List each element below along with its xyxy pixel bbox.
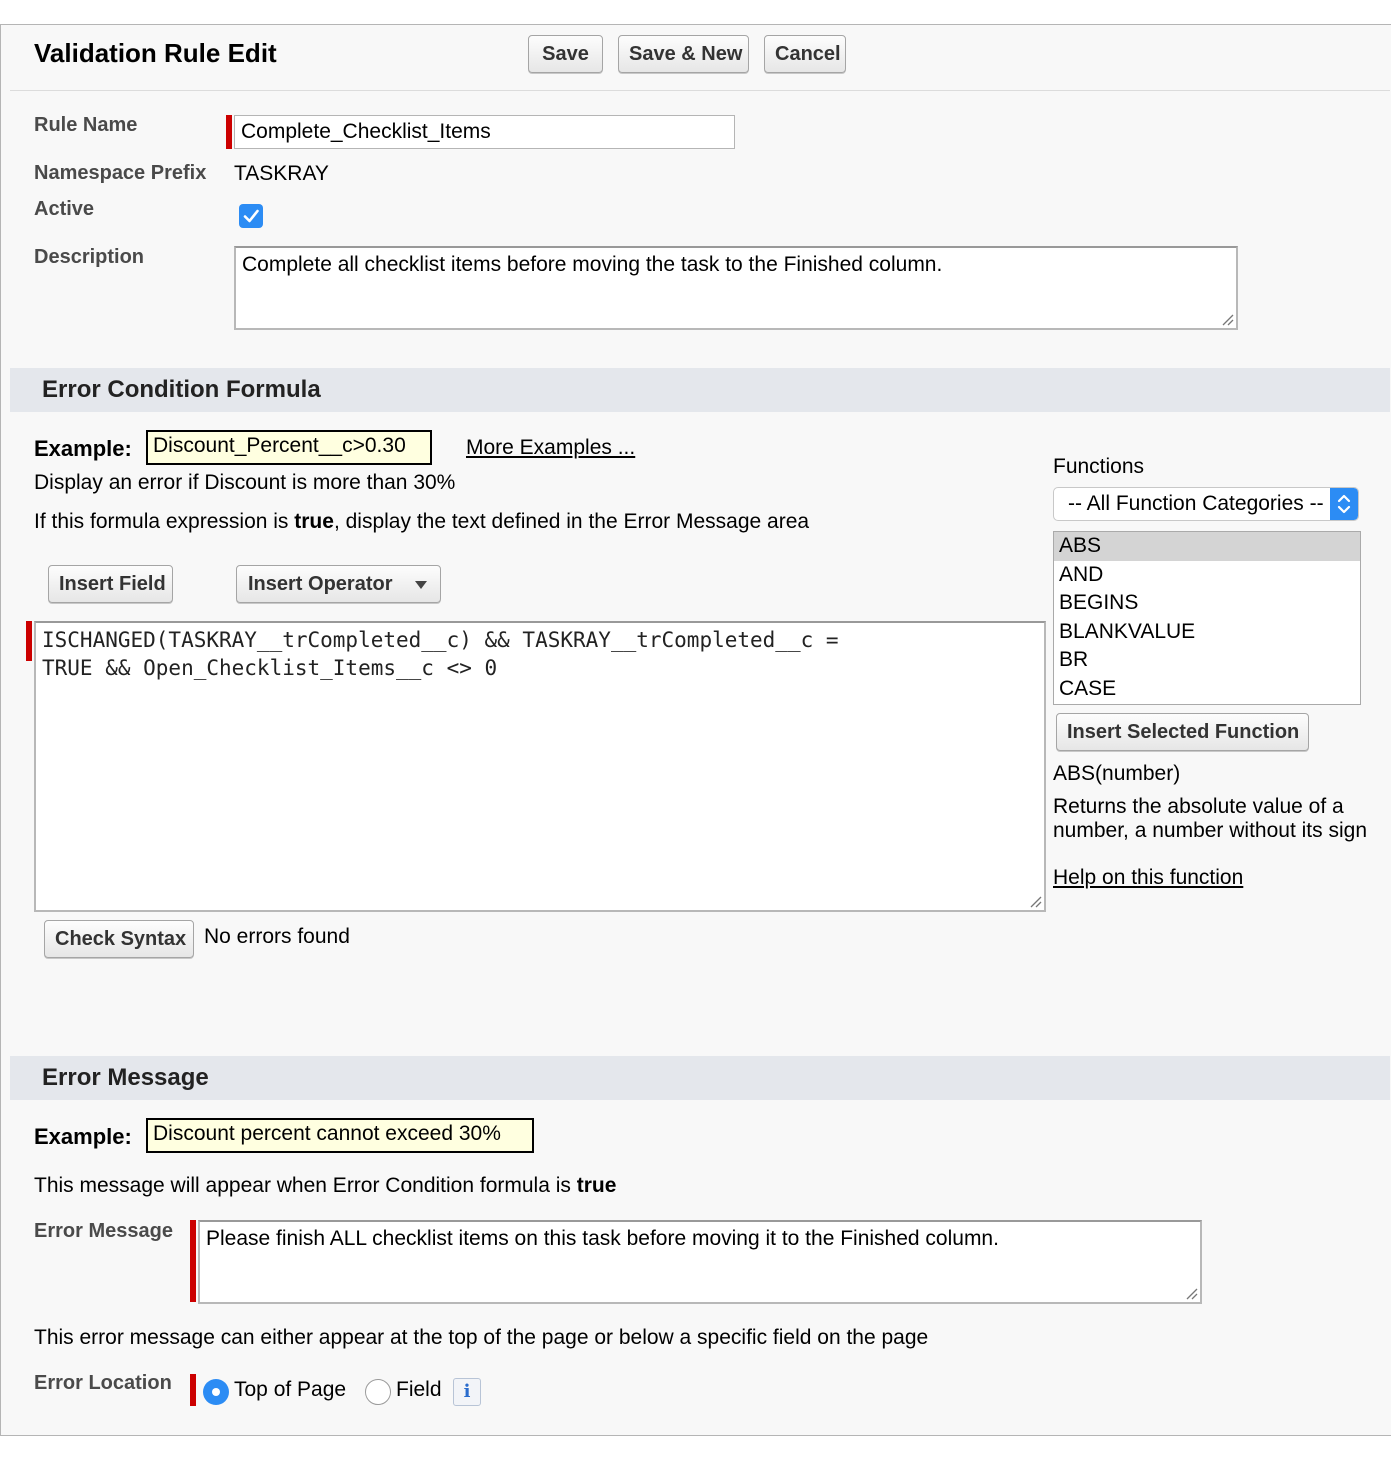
help-on-function-link[interactable]: Help on this function [1053, 866, 1244, 889]
function-description-line-1: Returns the absolute value of a [1053, 795, 1344, 818]
error-message-header: Error Message [10, 1056, 1390, 1100]
active-label: Active [34, 198, 95, 220]
formula-required-indicator [26, 621, 32, 661]
required-indicator [226, 115, 232, 149]
header-divider [10, 90, 1390, 91]
check-syntax-button[interactable]: Check Syntax [44, 920, 194, 958]
active-checkbox[interactable] [239, 204, 263, 228]
info-icon[interactable]: i [453, 1378, 481, 1406]
formula-example-box: Discount_Percent__c>0.30 [146, 430, 432, 465]
namespace-prefix-label: Namespace Prefix [34, 162, 207, 184]
function-item-and[interactable]: AND [1059, 562, 1104, 586]
page-title: Validation Rule Edit [34, 38, 277, 68]
function-description-line-2: number, a number without its sign [1053, 819, 1367, 842]
insert-operator-label: Insert Operator [248, 573, 393, 595]
message-example-box: Discount percent cannot exceed 30% [146, 1118, 534, 1153]
message-hint [34, 1174, 616, 1198]
cancel-button[interactable]: Cancel [764, 35, 846, 73]
rule-name-label: Rule Name [34, 114, 138, 136]
error-message-required-indicator [190, 1220, 196, 1302]
error-message-text: Please finish ALL checklist items on this task before moving it to the Finished column. [206, 1227, 999, 1250]
functions-label: Functions [1053, 455, 1145, 478]
formula-hint-prefix: If this formula expression is [34, 510, 295, 533]
namespace-prefix-value: TASKRAY [234, 162, 329, 185]
formula-hint-suffix: , display the text defined in the Error Message area [333, 510, 810, 533]
more-examples-link[interactable]: More Examples ... [466, 436, 636, 459]
radio-field-label[interactable]: Field [396, 1378, 442, 1401]
rule-name-input[interactable]: Complete_Checklist_Items [234, 115, 735, 149]
function-category-select[interactable] [1053, 487, 1359, 521]
radio-field[interactable] [365, 1379, 391, 1405]
function-category-value: -- All Function Categories -- [1068, 492, 1324, 515]
radio-top-of-page[interactable] [203, 1379, 229, 1405]
message-hint-prefix: This message will appear when Error Condition formula is [34, 1174, 577, 1197]
error-location-hint: This error message can either appear at the top of the page or below a specific field on the page [34, 1326, 929, 1349]
insert-operator-button[interactable] [236, 565, 441, 603]
message-hint-bold: true [576, 1174, 617, 1197]
save-button[interactable]: Save [528, 35, 603, 73]
insert-selected-function-button[interactable]: Insert Selected Function [1056, 713, 1309, 751]
formula-editor[interactable] [34, 621, 1046, 912]
message-example-label: Example: [34, 1124, 132, 1149]
description-label: Description [34, 246, 145, 268]
formula-example-label: Example: [34, 436, 132, 461]
description-text: Complete all checklist items before moving the task to the Finished column. [242, 253, 943, 276]
function-item-case[interactable]: CASE [1059, 676, 1117, 700]
formula-hint-bold: true [294, 510, 334, 533]
select-arrows-icon [1330, 488, 1358, 520]
resize-grip-icon[interactable] [1220, 312, 1234, 326]
error-message-textarea[interactable] [198, 1220, 1202, 1304]
insert-field-button[interactable]: Insert Field [48, 565, 173, 603]
error-location-label: Error Location [34, 1372, 172, 1394]
syntax-status: No errors found [204, 925, 350, 948]
function-item-abs[interactable]: ABS [1054, 532, 1360, 561]
resize-grip-icon[interactable] [1028, 894, 1042, 908]
description-textarea[interactable] [234, 246, 1238, 330]
formula-line-2: TRUE && Open_Checklist_Items__c <> 0 [42, 656, 498, 680]
function-signature: ABS(number) [1053, 762, 1181, 785]
functions-listbox[interactable] [1053, 531, 1361, 705]
formula-line-1: ISCHANGED(TASKRAY__trCompleted__c) && TASKRAY__trCompleted__c = [42, 628, 839, 652]
save-and-new-button[interactable]: Save & New [618, 35, 749, 73]
formula-hint [34, 510, 809, 534]
error-condition-formula-header: Error Condition Formula [10, 368, 1390, 412]
radio-top-of-page-label[interactable]: Top of Page [234, 1378, 347, 1401]
error-location-required-indicator [190, 1374, 196, 1406]
function-item-br[interactable]: BR [1059, 648, 1089, 671]
formula-example-description: Display an error if Discount is more than 30% [34, 471, 456, 494]
radio-dot-icon [203, 1379, 229, 1405]
function-item-begins[interactable]: BEGINS [1059, 591, 1139, 614]
resize-grip-icon[interactable] [1184, 1286, 1198, 1300]
checkmark-icon [239, 204, 263, 228]
caret-down-icon [414, 580, 428, 590]
error-message-label: Error Message [34, 1220, 173, 1242]
function-item-blankvalue[interactable]: BLANKVALUE [1059, 619, 1196, 643]
